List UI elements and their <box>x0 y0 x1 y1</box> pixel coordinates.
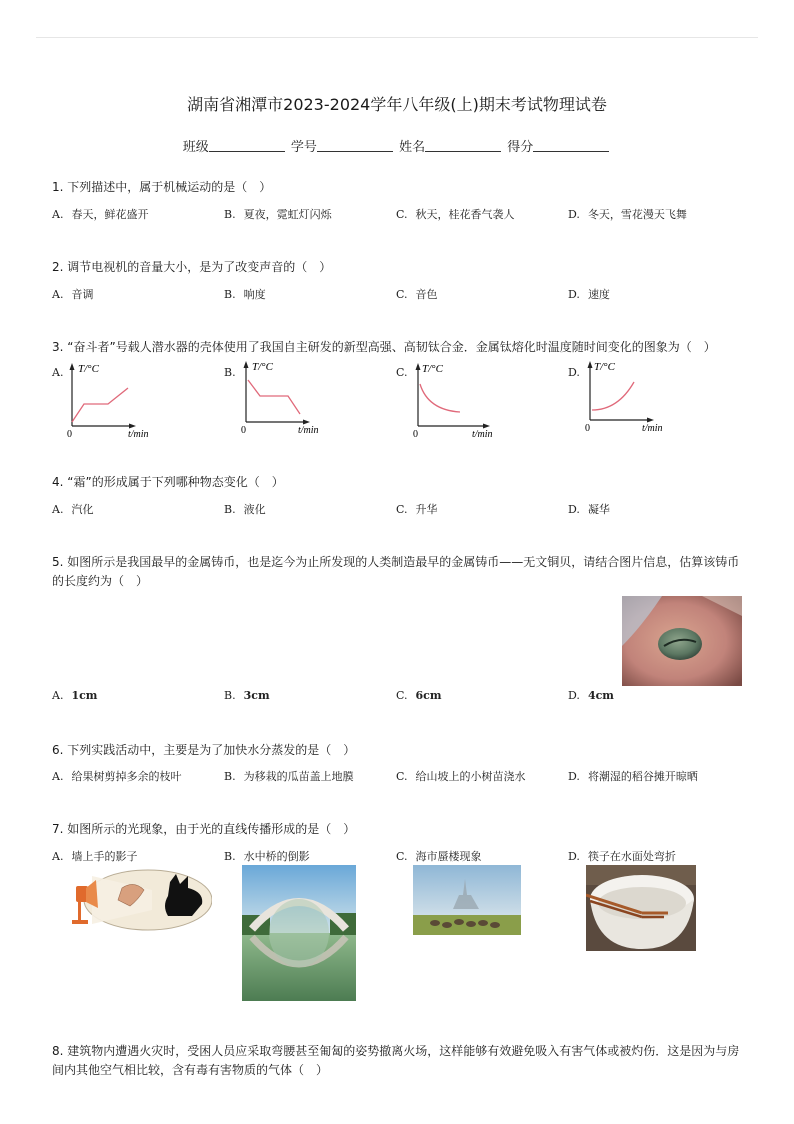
y-axis-label: T/°C <box>252 361 273 373</box>
x-arrow-icon <box>483 424 490 429</box>
q2-option-a[interactable] <box>52 286 93 302</box>
q2-option-c[interactable] <box>396 286 438 302</box>
option-letter: D. <box>568 288 580 301</box>
option-text: 1cm <box>71 689 98 702</box>
id-label: 学号 <box>290 140 317 155</box>
question-8: 8. 建筑物内遭遇火灾时，受困人员应采取弯腰甚至匍匐的姿势撤离火场，这样能够有效避免吸入有害气体或被灼伤．这是因为与房间内其他空气相比较，含有毒有害物质的气体（ ） <box>52 1044 740 1077</box>
option-letter: C. <box>396 689 408 702</box>
x-axis-label: t/min <box>642 423 663 434</box>
option-text: 冬天，雪花漫天飞舞 <box>587 208 687 221</box>
option-letter: B. <box>224 850 236 863</box>
option-text: 水中桥的倒影 <box>243 850 310 863</box>
option-letter: D. <box>568 770 580 783</box>
option-letter: B. <box>224 689 236 702</box>
x-axis-label: t/min <box>298 425 319 436</box>
y-arrow-icon <box>588 361 593 368</box>
temperature-curve <box>420 384 460 412</box>
option-text: 6cm <box>415 689 442 702</box>
option-letter: D. <box>568 503 580 516</box>
option-text: 4cm <box>587 689 614 702</box>
option-letter: B. <box>224 366 236 379</box>
option-text: 3cm <box>243 689 270 702</box>
origin-label: 0 <box>585 423 590 434</box>
option-letter: D. <box>568 366 580 379</box>
question-2: 2. 调节电视机的音量大小，是为了改变声音的（ ） <box>52 260 332 274</box>
option-letter: C. <box>396 503 408 516</box>
option-letter: A. <box>52 208 64 221</box>
header-divider <box>36 37 758 38</box>
x-arrow-icon <box>647 418 654 423</box>
option-text: 音色 <box>415 288 438 301</box>
q6-option-a[interactable] <box>52 768 181 784</box>
option-text: 液化 <box>243 503 266 516</box>
question-3: 3. “奋斗者”号载人潜水器的壳体使用了我国自主研发的新型高强、高韧钛合金．金属钛熔化时温度随时间变化的图象为（ ） <box>52 340 716 354</box>
option-letter: B. <box>224 770 236 783</box>
copper-coin-photo <box>622 596 742 686</box>
id-blank[interactable] <box>317 139 393 152</box>
q4-option-c[interactable] <box>396 501 438 517</box>
option-letter: D. <box>568 689 580 702</box>
origin-label: 0 <box>241 425 246 436</box>
option-letter: C. <box>396 288 408 301</box>
y-axis-label: T/°C <box>422 363 443 375</box>
q1-option-a[interactable] <box>52 206 148 222</box>
q7-option-c[interactable] <box>396 848 482 864</box>
question-7: 7. 如图所示的光现象，由于光的直线传播形成的是（ ） <box>52 822 356 836</box>
option-text: 汽化 <box>71 503 94 516</box>
q6-option-d[interactable] <box>568 768 698 784</box>
option-text: 升华 <box>415 503 438 516</box>
x-axis-label: t/min <box>128 429 149 440</box>
option-text: 音调 <box>71 288 94 301</box>
q2-option-b[interactable] <box>224 286 266 302</box>
option-letter: C. <box>396 770 408 783</box>
option-letter: C. <box>396 208 408 221</box>
q6-option-c[interactable] <box>396 768 526 784</box>
class-label: 班级 <box>182 140 209 155</box>
option-letter: B. <box>224 208 236 221</box>
x-arrow-icon <box>303 420 310 425</box>
option-text: 速度 <box>587 288 610 301</box>
option-letter: C. <box>396 366 408 379</box>
option-text: 春天，鲜花盛开 <box>71 208 149 221</box>
q1-option-c[interactable] <box>396 206 515 222</box>
q7-option-b[interactable] <box>224 848 310 864</box>
temperature-curve <box>248 380 300 414</box>
question-4: 4. “霜”的形成属于下列哪种物态变化（ ） <box>52 475 284 489</box>
question-5: 5. 如图所示是我国最早的金属铸币，也是迄今为止所发现的人类制造最早的金属铸币——无文铜贝，请结合图片信息，估算该铸币的长度约为（ ） <box>52 555 740 588</box>
option-letter: A. <box>52 503 64 516</box>
q1-option-b[interactable] <box>224 206 332 222</box>
chopsticks-bowl-image <box>586 865 696 951</box>
q6-option-b[interactable] <box>224 768 354 784</box>
x-axis-label: t/min <box>472 429 493 440</box>
name-blank[interactable] <box>425 139 501 152</box>
q3-graph-b[interactable] <box>238 358 338 438</box>
option-text: 响度 <box>243 288 266 301</box>
option-text: 筷子在水面处弯折 <box>587 850 676 863</box>
q5-option-c[interactable] <box>396 689 442 702</box>
option-letter: A. <box>52 850 64 863</box>
option-text: 凝华 <box>587 503 610 516</box>
option-text: 给山坡上的小树苗浇水 <box>415 770 526 783</box>
temperature-curve <box>592 382 634 410</box>
hand-shadow-image <box>72 866 212 932</box>
q3-graph-d[interactable] <box>582 358 682 438</box>
q4-option-a[interactable] <box>52 501 93 517</box>
mirage-image <box>413 865 521 935</box>
option-text: 给果树剪掉多余的枝叶 <box>71 770 182 783</box>
q5-option-d[interactable] <box>568 689 614 702</box>
option-letter: A. <box>52 288 64 301</box>
name-label: 姓名 <box>399 140 426 155</box>
option-letter: D. <box>568 850 580 863</box>
q4-option-b[interactable] <box>224 501 266 517</box>
option-text: 将潮湿的稻谷摊开晾晒 <box>587 770 698 783</box>
y-axis-label: T/°C <box>594 361 615 373</box>
question-6: 6. 下列实践活动中，主要是为了加快水分蒸发的是（ ） <box>52 743 356 757</box>
option-text: 海市蜃楼现象 <box>415 850 482 863</box>
q1-option-d[interactable] <box>568 206 687 222</box>
y-arrow-icon <box>70 363 75 370</box>
option-text: 墙上手的影子 <box>71 850 138 863</box>
q3-graph-a[interactable] <box>64 360 164 440</box>
q4-option-d[interactable] <box>568 501 610 517</box>
origin-label: 0 <box>413 429 418 440</box>
class-blank[interactable] <box>209 139 285 152</box>
option-letter: D. <box>568 208 580 221</box>
option-text: 秋天，桂花香气袭人 <box>415 208 515 221</box>
bridge-reflection-image <box>242 865 356 1001</box>
q5-option-b[interactable] <box>224 689 270 702</box>
option-letter: B. <box>224 288 236 301</box>
question-1: 1. 下列描述中，属于机械运动的是（ ） <box>52 180 272 194</box>
q7-option-d[interactable] <box>568 848 676 864</box>
option-text: 夏夜，霓虹灯闪烁 <box>243 208 332 221</box>
option-letter: A. <box>52 770 64 783</box>
score-label: 得分 <box>507 140 534 155</box>
y-arrow-icon <box>416 363 421 370</box>
option-letter: A. <box>52 689 64 702</box>
q2-option-d[interactable] <box>568 286 610 302</box>
q7-option-a[interactable] <box>52 848 137 864</box>
score-blank[interactable] <box>533 139 609 152</box>
option-letter: B. <box>224 503 236 516</box>
y-axis-label: T/°C <box>78 363 99 375</box>
option-letter: A. <box>52 366 64 379</box>
option-text: 为移栽的瓜苗盖上地膜 <box>243 770 354 783</box>
q5-option-a[interactable] <box>52 689 97 702</box>
x-arrow-icon <box>129 424 136 429</box>
temperature-curve <box>72 388 128 422</box>
q3-graph-c[interactable] <box>410 360 510 440</box>
y-arrow-icon <box>244 361 249 368</box>
origin-label: 0 <box>67 429 72 440</box>
student-info-line <box>0 136 794 155</box>
option-letter: C. <box>396 850 408 863</box>
page-title: 湖南省湘潭市2023-2024学年八年级(上)期末考试物理试卷 <box>187 95 607 114</box>
